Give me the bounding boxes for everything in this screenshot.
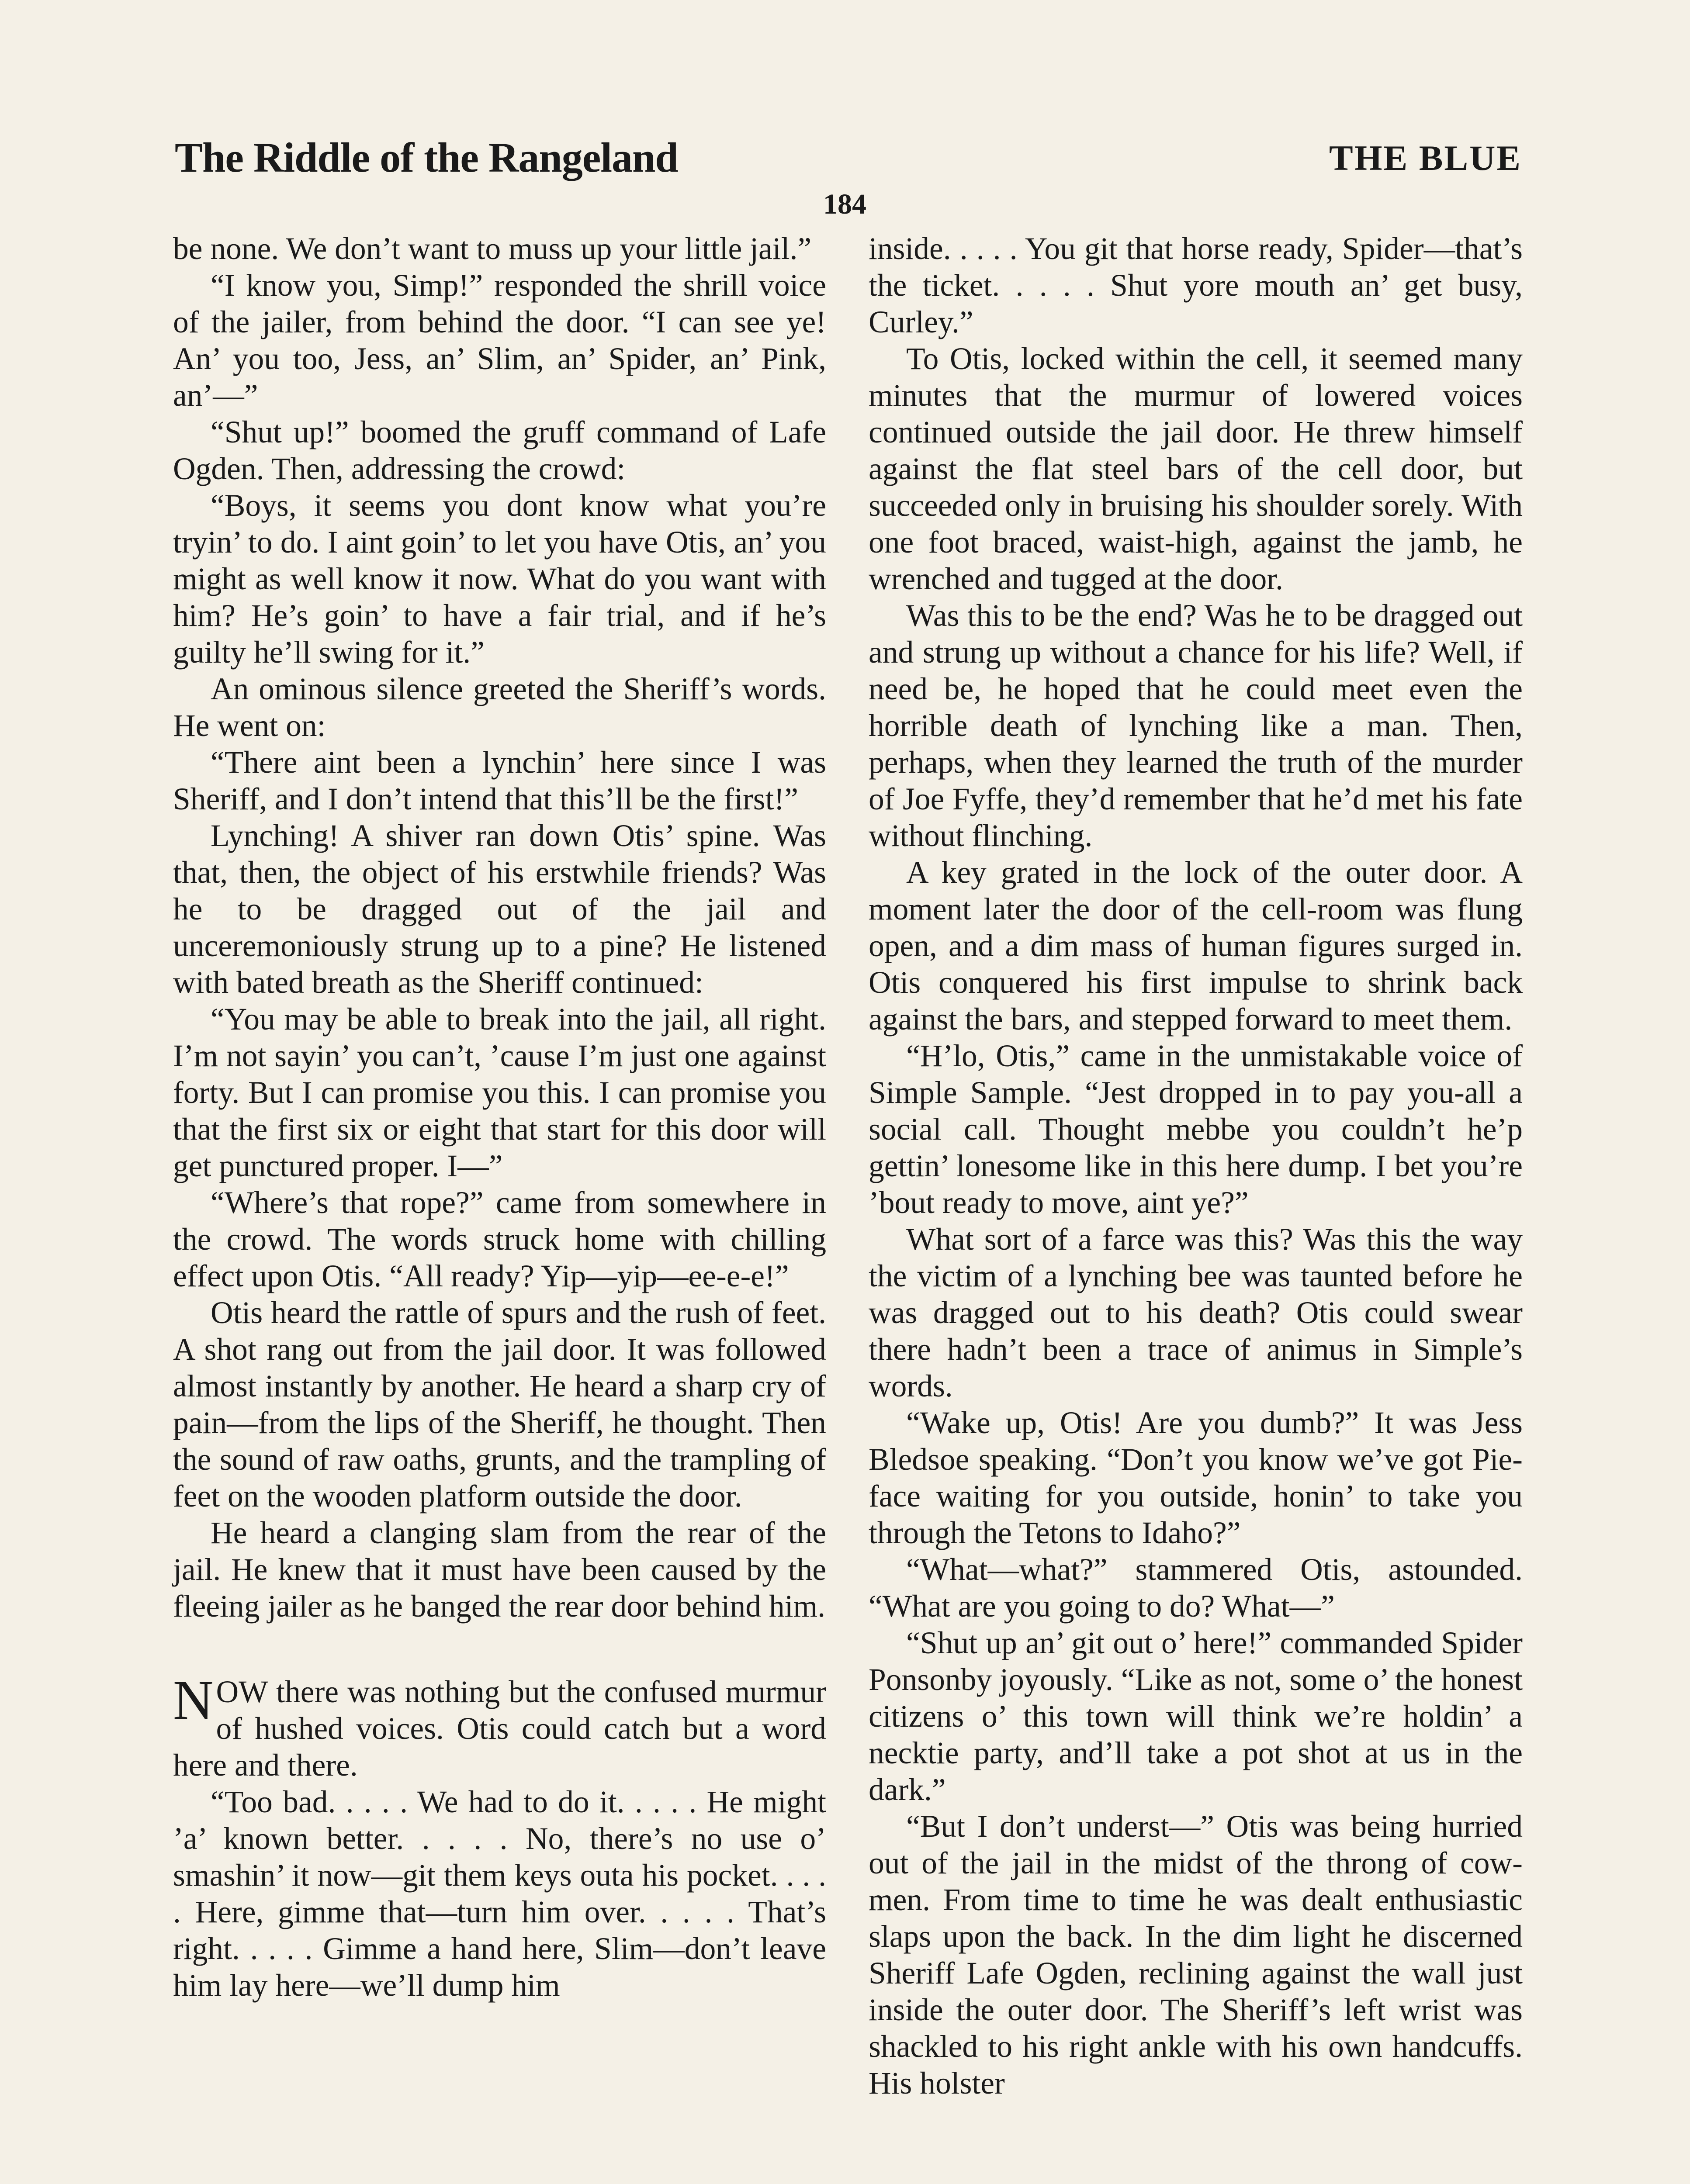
paragraph: Otis heard the rattle of spurs and the rush of feet. A shot rang out from the jail door. It was followed almost instantly by another. He heard a sharp cry of pain—from the lips of the Sheriff, he thought. Then the sound of raw oaths, grunts, and the trampling of feet on the wooden platform outside the door. <box>173 1296 826 1514</box>
left-column <box>173 231 826 2004</box>
paragraph: “Shut up!” boomed the gruff command of Lafe Ogden. Then, addressing the crowd: <box>173 415 826 486</box>
paragraph: “H’lo, Otis,” came in the unmistakable voice of Simple Sample. “Jest dropped in to pay you-all a social call. Thought mebbe you couldn’t he’p gettin’ lonesome like in this here dump. I bet you’re ’bout ready to move, aint ye?” <box>869 1039 1523 1220</box>
paragraph: “What—what?” stammered Otis, astounded. “What are you going to do? What—” <box>869 1552 1523 1624</box>
magazine-title: THE BLUE <box>1329 138 1522 178</box>
paragraph: An ominous silence greeted the Sheriff’s words. He went on: <box>173 672 826 743</box>
paragraph: inside. . . . . You git that horse ready, Spider—that’s the ticket. . . . . Shut yore mouth an’ get busy, Curley.” <box>869 232 1523 339</box>
paragraph: To Otis, locked within the cell, it seemed many minutes that the murmur of lowered voices continued outside the jail door. He threw himself against the flat steel bars of the cell door, but succeeded only in bruising his shoulder sorely. With one foot braced, waist-high, against the jamb, he wrenched and tugged at the door. <box>869 342 1523 596</box>
paragraph: “Too bad. . . . . We had to do it. . . . . He might ’a’ known better. . . . . No, there’s no use o’ smashin’ it now—git them keys outa his pocket. . . . . Here, gimme that—turn him over. . . . . That’s right. . . . . Gimme a hand here, Slim—don’t leave him lay here—we’ll dump him <box>173 1785 826 2003</box>
section-start-paragraph <box>173 1669 826 1784</box>
paragraph: “Where’s that rope?” came from somewhere in the crowd. The words struck home with chilling effect upon Otis. “All ready? Yip—yip—ee-e-e!” <box>173 1185 826 1293</box>
paragraph: What sort of a farce was this? Was this the way the victim of a lynching bee was taunted before he was dragged out to his death? Otis could swear there hadn’t been a trace of animus in Simple’s words. <box>869 1222 1523 1403</box>
right-column <box>869 231 1523 2102</box>
paragraph: be none. We don’t want to muss up your little jail.” <box>173 232 812 266</box>
paragraph: A key grated in the lock of the outer door. A moment later the door of the cell-room was flung open, and a dim mass of human figures surged in. Otis conquered his first impulse to shrink back against the bars, and stepped forward to meet them. <box>869 855 1523 1037</box>
page-number: 184 <box>823 188 866 220</box>
paragraph: “There aint been a lynchin’ here since I was Sheriff, and I don’t intend that this’ll be the first!” <box>173 745 826 816</box>
section-start-text: OW there was nothing but the confused murmur of hushed voices. Otis could catch but a word here and there. <box>173 1675 826 1783</box>
paragraph: “Wake up, Otis! Are you dumb?” It was Jess Bledsoe speaking. “Don’t you know we’ve got Pie-face waiting for you outside, honin’ to take you through the Tetons to Idaho?” <box>869 1406 1523 1550</box>
paragraph: Was this to be the end? Was he to be dragged out and strung up without a chance for his life? Well, if need be, he hoped that he could meet even the horrible death of lynching like a man. Then, perhaps, when they learned the truth of the murder of Joe Fyffe, they’d remember that he’d met his fate without flinching. <box>869 598 1523 853</box>
paragraph: He heard a clanging slam from the rear of the jail. He knew that it must have been caused by the fleeing jailer as he banged the rear door behind him. <box>173 1516 826 1624</box>
paragraph: “But I don’t underst—” Otis was being hurried out of the jail in the midst of the throng of cow-men. From time to time he was dealt enthusiastic slaps upon the back. In the dim light he discerned Sheriff Lafe Ogden, reclining against the wall just inside the outer door. The Sheriff’s left wrist was shackled to his right ankle with his own handcuffs. His holster <box>869 1809 1523 2101</box>
story-title: The Riddle of the Rangeland <box>175 134 678 181</box>
paragraph: “I know you, Simp!” responded the shrill voice of the jailer, from behind the door. “I can see ye! An’ you too, Jess, an’ Slim, an’ Spider, an’ Pink, an’—” <box>173 268 826 413</box>
paragraph: “Boys, it seems you dont know what you’re tryin’ to do. I aint goin’ to let you have Otis, an’ you might as well know it now. What do you want with him? He’s goin’ to have a fair trial, and if he’s guilty he’ll swing for it.” <box>173 488 826 670</box>
paragraph: “You may be able to break into the jail, all right. I’m not sayin’ you can’t, ’cause I’m just one against forty. But I can promise you this. I can promise you that the first six or eight that start for this door will get punctured proper. I—” <box>173 1002 826 1183</box>
paragraph: Lynching! A shiver ran down Otis’ spine. Was that, then, the object of his erstwhile friends? Was he to be dragged out of the jail and unceremoniously strung up to a pine? He listened with bated breath as the Sheriff continued: <box>173 819 826 1000</box>
paragraph: “Shut up an’ git out o’ here!” commanded Spider Ponsonby joyously. “Like as not, some o’ the honest citizens o’ this town will think we’re holdin’ a necktie party, and’ll take a pot shot at us in the dark.” <box>869 1626 1523 1807</box>
drop-cap: N <box>173 1669 214 1731</box>
